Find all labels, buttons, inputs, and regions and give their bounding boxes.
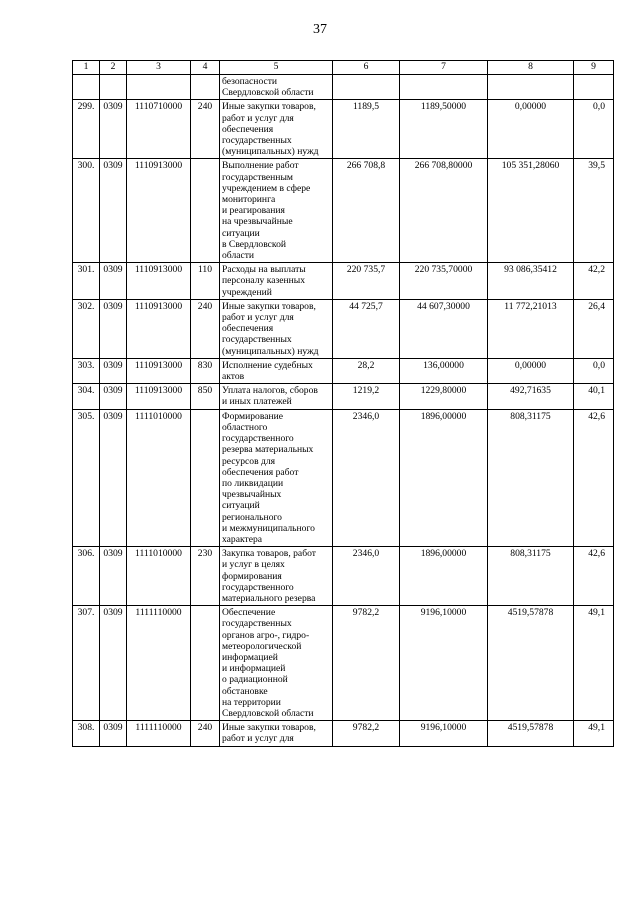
expense-type-cell: 230: [191, 547, 220, 606]
row-number-cell: 308.: [73, 721, 100, 746]
expense-type-cell: 240: [191, 100, 220, 159]
table-row: [73, 409, 614, 546]
approved-amount-cell: 1219,2: [333, 384, 400, 409]
column-header: 3: [127, 61, 191, 75]
target-article-cell: 1110913000: [127, 299, 191, 358]
table-row: [73, 606, 614, 721]
item-name-cell: Обеспечение государственных органов агро-, гидро- метеорологической информацией и информацией о радиационной обстановке на территории Свердловской области: [220, 606, 333, 721]
execution-percent-cell: 42,2: [574, 263, 614, 300]
executed-amount-cell: 0,00000: [488, 100, 574, 159]
item-name-cell: Иные закупки товаров, работ и услуг для: [220, 721, 333, 746]
revised-amount-cell: 1189,50000: [400, 100, 488, 159]
approved-amount-cell: 2346,0: [333, 547, 400, 606]
approved-amount-cell: 1189,5: [333, 100, 400, 159]
expense-type-cell: 850: [191, 384, 220, 409]
approved-amount-cell: 220 735,7: [333, 263, 400, 300]
target-article-cell: 1111010000: [127, 409, 191, 546]
revised-amount-cell: 9196,10000: [400, 606, 488, 721]
row-number-cell: 299.: [73, 100, 100, 159]
executed-amount-cell: 492,71635: [488, 384, 574, 409]
executed-amount-cell: 808,31175: [488, 409, 574, 546]
execution-percent-cell: 39,5: [574, 159, 614, 263]
section-code-cell: 0309: [100, 547, 127, 606]
column-header: 8: [488, 61, 574, 75]
table-row: [73, 358, 614, 383]
table-row: [73, 721, 614, 746]
row-number-cell: 302.: [73, 299, 100, 358]
expense-type-cell: [191, 75, 220, 100]
section-code-cell: 0309: [100, 721, 127, 746]
table-row: [73, 547, 614, 606]
approved-amount-cell: [333, 75, 400, 100]
expense-type-cell: [191, 159, 220, 263]
row-number-cell: 303.: [73, 358, 100, 383]
execution-percent-cell: 40,1: [574, 384, 614, 409]
page-number: 37: [313, 22, 327, 37]
revised-amount-cell: 9196,10000: [400, 721, 488, 746]
section-code-cell: 0309: [100, 409, 127, 546]
approved-amount-cell: 2346,0: [333, 409, 400, 546]
row-number-cell: 305.: [73, 409, 100, 546]
execution-percent-cell: 26,4: [574, 299, 614, 358]
executed-amount-cell: 808,31175: [488, 547, 574, 606]
section-code-cell: 0309: [100, 606, 127, 721]
executed-amount-cell: 105 351,28060: [488, 159, 574, 263]
revised-amount-cell: 44 607,30000: [400, 299, 488, 358]
executed-amount-cell: 11 772,21013: [488, 299, 574, 358]
revised-amount-cell: 136,00000: [400, 358, 488, 383]
expense-type-cell: 110: [191, 263, 220, 300]
item-name-cell: Уплата налогов, сборов и иных платежей: [220, 384, 333, 409]
expense-type-cell: 240: [191, 721, 220, 746]
revised-amount-cell: 1229,80000: [400, 384, 488, 409]
target-article-cell: 1111110000: [127, 721, 191, 746]
target-article-cell: 1110710000: [127, 100, 191, 159]
target-article-cell: 1110913000: [127, 384, 191, 409]
section-code-cell: 0309: [100, 384, 127, 409]
item-name-cell: Иные закупки товаров, работ и услуг для обеспечения государственных (муниципальных) нужд: [220, 100, 333, 159]
execution-percent-cell: 42,6: [574, 547, 614, 606]
column-header: 1: [73, 61, 100, 75]
executed-amount-cell: 4519,57878: [488, 606, 574, 721]
approved-amount-cell: 44 725,7: [333, 299, 400, 358]
table-row: [73, 384, 614, 409]
revised-amount-cell: 1896,00000: [400, 409, 488, 546]
approved-amount-cell: 9782,2: [333, 721, 400, 746]
execution-percent-cell: 49,1: [574, 721, 614, 746]
column-header: 9: [574, 61, 614, 75]
execution-percent-cell: 0,0: [574, 358, 614, 383]
executed-amount-cell: [488, 75, 574, 100]
executed-amount-cell: 0,00000: [488, 358, 574, 383]
table-row: [73, 263, 614, 300]
target-article-cell: 1110913000: [127, 263, 191, 300]
row-number-cell: 304.: [73, 384, 100, 409]
row-number-cell: 306.: [73, 547, 100, 606]
item-name-cell: безопасности Свердловской области: [220, 75, 333, 100]
revised-amount-cell: 220 735,70000: [400, 263, 488, 300]
execution-percent-cell: 0,0: [574, 100, 614, 159]
table-row: [73, 75, 614, 100]
section-code-cell: 0309: [100, 159, 127, 263]
approved-amount-cell: 9782,2: [333, 606, 400, 721]
target-article-cell: 1111110000: [127, 606, 191, 721]
table-row: [73, 159, 614, 263]
section-code-cell: [100, 75, 127, 100]
header-row: [73, 61, 614, 75]
revised-amount-cell: 266 708,80000: [400, 159, 488, 263]
item-name-cell: Формирование областного государственного резерва материальных ресурсов для обеспечения работ по ликвидации чрезвычайных ситуаций регионального и межмуниципального характера: [220, 409, 333, 546]
item-name-cell: Расходы на выплаты персоналу казенных учреждений: [220, 263, 333, 300]
column-header: 6: [333, 61, 400, 75]
section-code-cell: 0309: [100, 100, 127, 159]
item-name-cell: Иные закупки товаров, работ и услуг для обеспечения государственных (муниципальных) нужд: [220, 299, 333, 358]
approved-amount-cell: 266 708,8: [333, 159, 400, 263]
target-article-cell: [127, 75, 191, 100]
column-header: 5: [220, 61, 333, 75]
item-name-cell: Закупка товаров, работ и услуг в целях формирования государственного материального резерва: [220, 547, 333, 606]
section-code-cell: 0309: [100, 299, 127, 358]
expense-type-cell: 830: [191, 358, 220, 383]
execution-percent-cell: [574, 75, 614, 100]
expense-type-cell: [191, 606, 220, 721]
execution-percent-cell: 42,6: [574, 409, 614, 546]
column-header: 2: [100, 61, 127, 75]
row-number-cell: 301.: [73, 263, 100, 300]
target-article-cell: 1111010000: [127, 547, 191, 606]
row-number-cell: 307.: [73, 606, 100, 721]
item-name-cell: Исполнение судебных актов: [220, 358, 333, 383]
row-number-cell: [73, 75, 100, 100]
executed-amount-cell: 93 086,35412: [488, 263, 574, 300]
section-code-cell: 0309: [100, 358, 127, 383]
revised-amount-cell: 1896,00000: [400, 547, 488, 606]
expense-type-cell: 240: [191, 299, 220, 358]
executed-amount-cell: 4519,57878: [488, 721, 574, 746]
approved-amount-cell: 28,2: [333, 358, 400, 383]
target-article-cell: 1110913000: [127, 159, 191, 263]
item-name-cell: Выполнение работ государственным учреждением в сфере мониторинга и реагирования на чрезвычайные ситуации в Свердловской области: [220, 159, 333, 263]
target-article-cell: 1110913000: [127, 358, 191, 383]
expense-type-cell: [191, 409, 220, 546]
revised-amount-cell: [400, 75, 488, 100]
execution-percent-cell: 49,1: [574, 606, 614, 721]
row-number-cell: 300.: [73, 159, 100, 263]
column-header: 4: [191, 61, 220, 75]
column-header: 7: [400, 61, 488, 75]
table-row: [73, 100, 614, 159]
budget-table: [72, 60, 614, 747]
table-row: [73, 299, 614, 358]
section-code-cell: 0309: [100, 263, 127, 300]
